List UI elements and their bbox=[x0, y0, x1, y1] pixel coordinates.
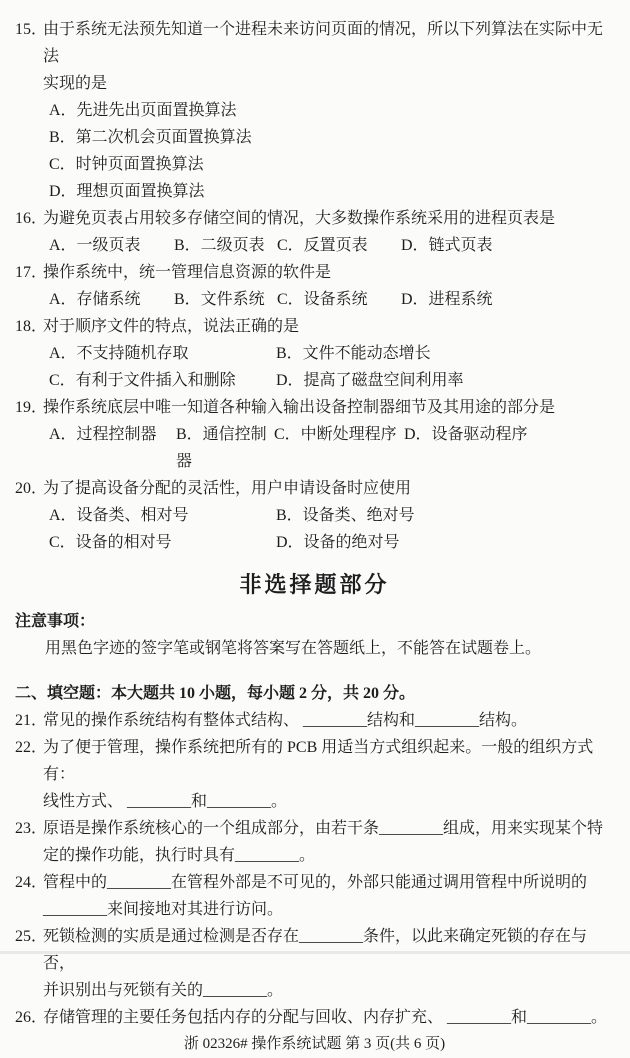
notice-text: 用黑色字迹的签字笔或钢笔将答案写在答题纸上，不能答在试题卷上。 bbox=[45, 640, 542, 657]
options-row bbox=[43, 286, 614, 313]
page-footer: 浙 02326# 操作系统试题 第 3 页(共 6 页) bbox=[183, 1036, 446, 1052]
question-23 bbox=[15, 815, 614, 869]
fill-question-continuation: 线性方式、 ________和________。 bbox=[43, 793, 288, 810]
question-22 bbox=[15, 734, 614, 815]
option-d: D．链式页表 bbox=[401, 237, 493, 254]
question-number: 18． bbox=[15, 318, 48, 335]
option-a: A．设备类、相对号 bbox=[49, 507, 189, 524]
question-18 bbox=[15, 313, 614, 394]
option-c: C．有利于文件插入和删除 bbox=[49, 372, 236, 389]
question-stem-continuation: 实现的是 bbox=[43, 75, 108, 92]
option-d: D．设备驱动程序 bbox=[404, 426, 528, 443]
question-stem: 为避免页表占用较多存储空间的情况，大多数操作系统采用的进程页表是 bbox=[43, 210, 556, 227]
option-b: B．文件系统 bbox=[174, 291, 265, 308]
notice-label: 注意事项： bbox=[15, 613, 96, 630]
option-a: A．先进先出页面置换算法 bbox=[49, 102, 237, 119]
question-stem: 操作系统中，统一管理信息资源的软件是 bbox=[43, 264, 332, 281]
question-number: 25． bbox=[15, 928, 48, 945]
options-column bbox=[43, 97, 614, 205]
option-a: A．存储系统 bbox=[49, 291, 141, 308]
question-number: 16． bbox=[15, 210, 48, 227]
option-b: B．设备类、绝对号 bbox=[276, 507, 415, 524]
fill-question-text: 管程中的________在管程外部是不可见的，外部只能通过调用管程中所说明的 bbox=[43, 874, 588, 891]
question-number: 24． bbox=[15, 874, 48, 891]
fill-question-text: 常见的操作系统结构有整体式结构、 ________结构和________结构。 bbox=[43, 712, 528, 729]
question-stem: 对于顺序文件的特点，说法正确的是 bbox=[43, 318, 300, 335]
options-grid bbox=[43, 502, 614, 556]
question-number: 17． bbox=[15, 264, 48, 281]
question-17 bbox=[15, 259, 614, 313]
question-26 bbox=[15, 1004, 614, 1031]
question-number: 22． bbox=[15, 739, 48, 756]
question-number: 15． bbox=[15, 21, 48, 38]
fill-question-continuation: 并识别出与死锁有关的________。 bbox=[43, 982, 284, 999]
option-a: A．过程控制器 bbox=[49, 426, 157, 443]
option-d: D．提高了磁盘空间利用率 bbox=[276, 372, 464, 389]
question-19 bbox=[15, 394, 614, 475]
option-b: B．通信控制器 bbox=[176, 426, 267, 470]
question-number: 26． bbox=[15, 1009, 48, 1026]
option-d: D．设备的绝对号 bbox=[276, 534, 400, 551]
fill-question-text: 存储管理的主要任务包括内存的分配与回收、内存扩充、 ________和________。 bbox=[43, 1009, 608, 1026]
fill-question-text: 为了便于管理，操作系统把所有的 PCB 用适当方式组织起来。一般的组织方式有： bbox=[43, 739, 594, 783]
fill-question-text: 原语是操作系统核心的一个组成部分，由若干条________组成，用来实现某个特 bbox=[43, 820, 604, 837]
question-number: 23． bbox=[15, 820, 48, 837]
option-a: A．一级页表 bbox=[49, 237, 141, 254]
option-d: D．理想页面置换算法 bbox=[49, 183, 205, 200]
question-20 bbox=[15, 475, 614, 556]
option-c: C．设备的相对号 bbox=[49, 534, 172, 551]
question-number: 19． bbox=[15, 399, 48, 416]
option-c: C．时钟页面置换算法 bbox=[49, 156, 204, 173]
question-21 bbox=[15, 707, 614, 734]
fill-section-header: 二、填空题：本大题共 10 小题，每小题 2 分，共 20 分。 bbox=[15, 685, 416, 702]
question-number: 20． bbox=[15, 480, 48, 497]
question-number: 21． bbox=[15, 712, 48, 729]
fill-question-text: 死锁检测的实质是通过检测是否存在________条件，以此来确定死锁的存在与否， bbox=[43, 928, 588, 972]
option-a: A．不支持随机存取 bbox=[49, 345, 189, 362]
option-b: B．文件不能动态增长 bbox=[276, 345, 431, 362]
question-stem: 操作系统底层中唯一知道各种输入输出设备控制器细节及其用途的部分是 bbox=[43, 399, 556, 416]
option-b: B．二级页表 bbox=[174, 237, 265, 254]
fill-question-continuation: 定的操作功能，执行时具有________。 bbox=[43, 847, 316, 864]
option-c: C．反置页表 bbox=[277, 237, 368, 254]
question-15 bbox=[15, 16, 614, 205]
question-stem: 为了提高设备分配的灵活性，用户申请设备时应使用 bbox=[43, 480, 412, 497]
option-c: C．中断处理程序 bbox=[274, 426, 397, 443]
option-d: D．进程系统 bbox=[401, 291, 493, 308]
fill-question-continuation: ________来间接地对其进行访问。 bbox=[43, 901, 284, 918]
question-25 bbox=[15, 923, 614, 1004]
options-row bbox=[43, 232, 614, 259]
question-16 bbox=[15, 205, 614, 259]
options-grid bbox=[43, 340, 614, 394]
section-title: 非选择题部分 bbox=[239, 572, 390, 597]
options-row bbox=[43, 421, 614, 475]
option-c: C．设备系统 bbox=[277, 291, 368, 308]
option-b: B．第二次机会页面置换算法 bbox=[49, 129, 252, 146]
question-stem: 由于系统无法预先知道一个进程未来访问页面的情况，所以下列算法在实际中无法 bbox=[43, 21, 604, 65]
question-24 bbox=[15, 869, 614, 923]
